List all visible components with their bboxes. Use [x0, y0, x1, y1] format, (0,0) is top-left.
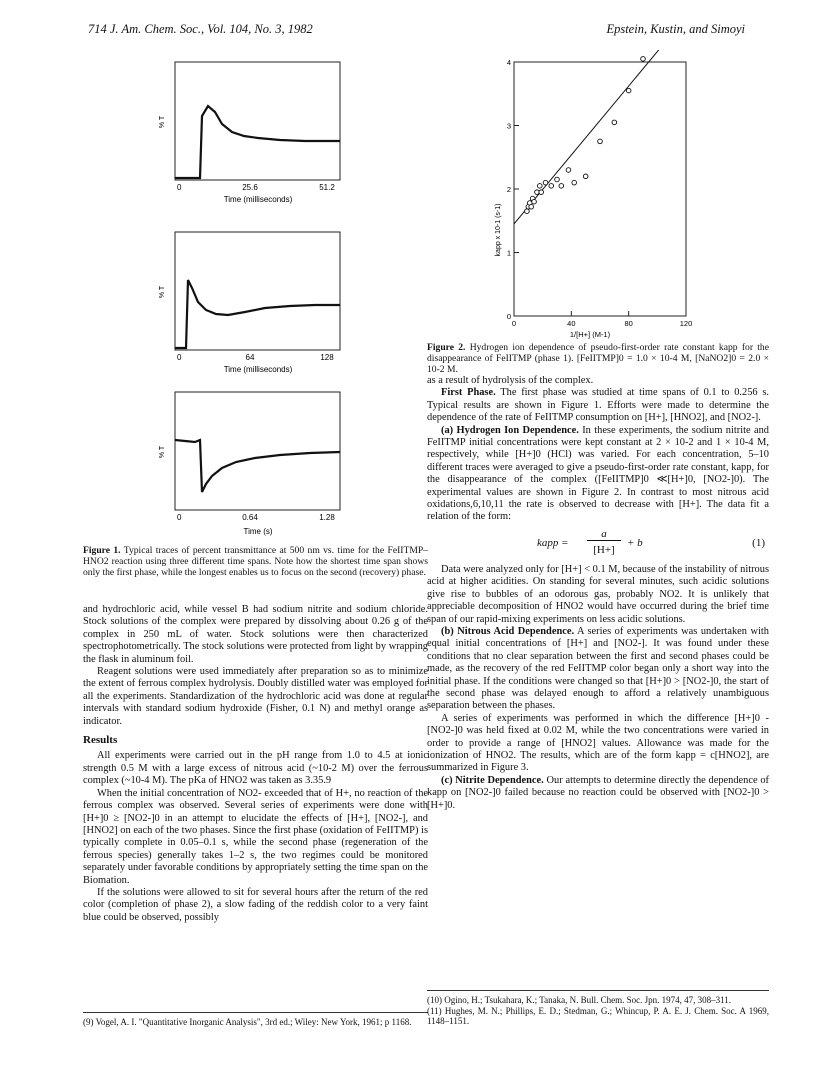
nitrite-paragraph — [427, 775, 769, 812]
fig1-panel-3-ylabel: % T — [159, 445, 166, 459]
fig1-panel-2-frame — [175, 232, 340, 350]
fig2-data-point — [543, 180, 548, 185]
footnote-10: (10) Ogino, H.; Tsukahara, K.; Tanaka, N. Bull. Chem. Soc. Jpn. 1974, 47, 308–311. — [427, 995, 732, 1005]
hydrogen-ion-label: (a) Hydrogen Ion Dependence. — [441, 424, 579, 436]
equation-lhs: kapp = — [537, 536, 569, 549]
fig2-x-ticks — [512, 311, 692, 328]
figure-2-caption-label: Figure 2. — [427, 342, 466, 353]
fig1-panel-3 — [159, 392, 340, 536]
fig2-data-point — [641, 57, 646, 62]
fig2-data-point — [555, 177, 560, 182]
results-heading: Results — [83, 734, 118, 747]
left-column-body — [83, 604, 428, 924]
equation-label: (1) — [752, 536, 765, 549]
fig2-data-point — [583, 174, 588, 179]
first-phase-text: The first phase was studied at time spans of 0.1 to 0.256 s. Typical results are shown in Figure 1. Efforts were made to determine the dependence of the rate of FeIITMP consumption on [H+], [HNO2], and [NO2-]. — [427, 387, 769, 424]
fig2-y-tick-label: 3 — [506, 121, 511, 131]
nitrite-text: Our attempts to determine directly the dependence of kapp on [NO2-]0 failed because no reaction could be observed with [NO2-]0 > [H+]0. — [427, 774, 769, 811]
fig1-panel-3-xlabel: Time (s) — [243, 527, 273, 536]
fig2-y-ticks — [507, 58, 519, 321]
figure-1-caption-text: Typical traces of percent transmittance at 500 nm vs. time for the FeIITMP–HNO2 reaction using three different time spans. Note how the shortest time span shows only the first phase, while the longest enables us to focus on the second (recovery) phase. — [83, 545, 428, 578]
fig2-x-tick-label: 0 — [511, 319, 517, 328]
fig2-data-point — [572, 180, 577, 185]
fig2-data-point — [626, 88, 631, 93]
nitrous-acid-text: A series of experiments was undertaken with equal initial concentrations of [H+] and [NO2-]. It was found under these conditions that no clear separation between the first and second phases could be made, as the recovery of the red FeIITMP color began only a short way into the initial phase. If the conditions were changed so that [H+]0 > [NO2-]0, the start of the second phase was delayed enough to afford a relatively unambiguous separation between the phases. — [427, 625, 769, 712]
fig2-y-tick-label: 0 — [506, 312, 511, 321]
fig1-panel-1-tick-1: 25.6 — [242, 183, 258, 192]
footnote-9 — [83, 1017, 428, 1028]
fig2-ylabel: kapp x 10-1 (s-1) — [495, 203, 502, 257]
fig2-data-point — [559, 184, 564, 189]
equation-numerator: a — [587, 528, 621, 541]
figure-2-caption-text: Hydrogen ion dependence of pseudo-first-order rate constant kapp for the disappearance of FeIITMP (phase 1). [FeIITMP]0 = 1.0 × 10-4 M, [NaNO2]0 = 2.0 × 10-2 M. — [427, 342, 769, 375]
fig2-data-point — [529, 204, 534, 209]
hydrogen-ion-paragraph — [427, 425, 769, 524]
figure-2 — [490, 50, 700, 342]
figure-2-caption — [427, 342, 769, 375]
footnote-9-text: (9) Vogel, A. I. "Quantitative Inorganic Analysis", 3rd ed.; Wiley: New York, 1961; p 1168. — [83, 1017, 412, 1027]
fig2-x-tick-label: 120 — [679, 319, 693, 328]
running-header-right: Epstein, Kustin, and Simoyi — [606, 22, 745, 36]
nitrous-acid-paragraph — [427, 626, 769, 713]
right-column-body — [427, 375, 769, 812]
fig1-panel-2-tick-0: 0 — [177, 353, 182, 362]
fig2-data-point — [525, 209, 530, 214]
figure-1 — [140, 50, 380, 540]
fig2-data-point — [539, 190, 544, 195]
right-footnote-rule — [427, 990, 769, 991]
equation-denominator: [H+] — [593, 543, 615, 556]
fig1-panel-3-tick-1: 0.64 — [242, 513, 258, 522]
fig2-y-tick-label: 4 — [506, 58, 511, 67]
right-footnotes — [427, 995, 769, 1027]
footnote-11: (11) Hughes, M. N.; Phillips, E. D.; Stedman, G.; Whincup, P. A. E. J. Chem. Soc. A 1969, 1148–1151. — [427, 1005, 769, 1026]
left-paragraph-2: Reagent solutions were used immediately after preparation so as to minimize the extent of ferrous complex hydrolysis. Doubly distilled water was employed for all the experiments. Standardization of the hydrochloric acid was done at regular intervals with standard sodium hydroxide (Fisher, 0.1 N) and methyl orange as indicator. — [83, 666, 428, 727]
fig2-fit-line-segment — [514, 50, 665, 224]
fig2-frame — [514, 62, 686, 316]
fig1-panel-1 — [159, 62, 340, 204]
fig2-data-point — [538, 184, 543, 189]
fig1-panel-2-tick-2: 128 — [320, 353, 334, 362]
fig2-data-point — [612, 120, 617, 125]
fig1-panel-2-trace — [175, 280, 340, 348]
left-paragraph-3: All experiments were carried out in the pH range from 1.0 to 4.5 at ionic strength 0.5 M with a large excess of nitrous acid (~10-2 M) over the ferrous complex (~10-4 M). The pKa of HNO2 was taken as 3.35.9 — [83, 750, 428, 787]
fig1-panel-2-xlabel: Time (milliseconds) — [223, 365, 293, 374]
fig1-panel-2-tick-1: 64 — [245, 353, 255, 362]
fig2-y-tick-label: 1 — [506, 248, 511, 258]
left-footnote-rule — [83, 1012, 428, 1013]
right-paragraph-after-eq: Data were analyzed only for [H+] < 0.1 M, because of the instability of nitrous acid at higher acidities. On standing for several minutes, such acidic solutions give rise to bubbles of an odorous gas, probably NO2. It is unlikely that appreciable decomposition of HNO2 would have occurred during the brief time span of our rapid-mixing experiments on less acidic solutions. — [427, 563, 769, 625]
fig2-data-point — [566, 168, 571, 173]
right-paragraph-1: as a result of hydrolysis of the complex. — [427, 375, 594, 386]
fig1-panel-1-xlabel: Time (milliseconds) — [223, 195, 293, 204]
left-paragraph-5: If the solutions were allowed to sit for several hours after the return of the red color (completion of phase 2), a slow fading of the reddish color to a very faint blue could be observed, possibly — [83, 886, 428, 923]
fig2-x-tick-label: 40 — [567, 319, 576, 328]
fig1-panel-2-ylabel: % T — [159, 285, 166, 299]
running-header-left: 714 J. Am. Chem. Soc., Vol. 104, No. 3, 1982 — [88, 22, 313, 36]
fig2-data-point — [598, 139, 603, 144]
fig1-panel-1-tick-2: 51.2 — [319, 183, 335, 192]
first-phase-paragraph — [427, 387, 769, 424]
figure-1-caption-label: Figure 1. — [83, 545, 121, 556]
fig1-panel-1-trace — [175, 106, 340, 178]
figure-1-caption — [83, 545, 428, 578]
fig1-panel-3-tick-2: 1.28 — [319, 513, 335, 522]
fig1-panel-3-trace — [175, 440, 340, 492]
fig2-y-tick-label: 2 — [506, 185, 511, 194]
nitrite-label: (c) Nitrite Dependence. — [441, 774, 544, 786]
fig2-data-point — [532, 199, 537, 204]
fig1-panel-3-tick-0: 0 — [177, 513, 182, 522]
first-phase-label: First Phase. — [441, 387, 496, 399]
series-paragraph: A series of experiments was performed in which the difference [H+]0 - [NO2-]0 was held fixed at 0.02 M, while the two concentrations were varied in order to provide a range of [HNO2] values. Allowance was made for the ionization of HNO2. The results, which are of the form kapp = c[HNO2], are summarized in Figure 3. — [427, 712, 769, 774]
fig2-fit-line — [514, 50, 665, 224]
left-paragraph-4: When the initial concentration of NO2- exceeded that of H+, no reaction of the ferrous complex was observed. Several series of experiments were done with [H+]0 ≥ [NO2-]0 in an attempt to elucidate the effects of [H+], [NO2-], and [HNO2] on each of the two phases. Since the first phase (oxidation of FeIITMP) is typically complete in 0.05–0.1 s, while the second phase (regeneration of the ferrous species) generally takes 1–2 s, the two regimes could be monitored separately under favorable conditions by appropriately setting the time span on the Biomation. — [83, 787, 428, 886]
nitrous-acid-label: (b) Nitrous Acid Dependence. — [441, 625, 575, 637]
hydrogen-ion-text: In these experiments, the sodium nitrite and FeIITMP initial concentrations were kept constant at 2 × 10-2 and 1 × 10-4 M, respectively, while [H+]0 (HCl) was varied. For each concentration, 5–10 different traces were averaged to give a pseudo-first-order rate constant, kapp, for the disappearance of the complex ([FeIITMP]0 ≪[H+]0, [NO2-]0). The experimental values are shown in Figure 2. In contrast to most nitrous acid oxidations,6,10,11 the rate is observed to decrease with [H+]. The data fit a relation of the form: — [427, 424, 769, 523]
fig1-panel-1-tick-0: 0 — [177, 183, 182, 192]
fig2-data-point — [549, 184, 554, 189]
equation-1 — [427, 524, 769, 564]
left-paragraph-1: and hydrochloric acid, while vessel B had sodium nitrite and sodium chloride. Stock solutions of the complex were prepared by dissolving about 0.26 g of the complex in 250 mL of water. Stock solutions were then characterized spectrophotometrically. The stock solutions were protected from light by wrapping the flask in aluminum foil. — [83, 604, 428, 665]
fig1-panel-2 — [159, 232, 340, 374]
fig2-x-tick-label: 80 — [624, 319, 633, 328]
fig2-xlabel: 1/[H+] (M-1) — [569, 330, 611, 339]
fig1-panel-1-ylabel: % T — [159, 115, 166, 129]
equation-rhs: + b — [627, 536, 643, 549]
fig2-points — [525, 57, 646, 214]
